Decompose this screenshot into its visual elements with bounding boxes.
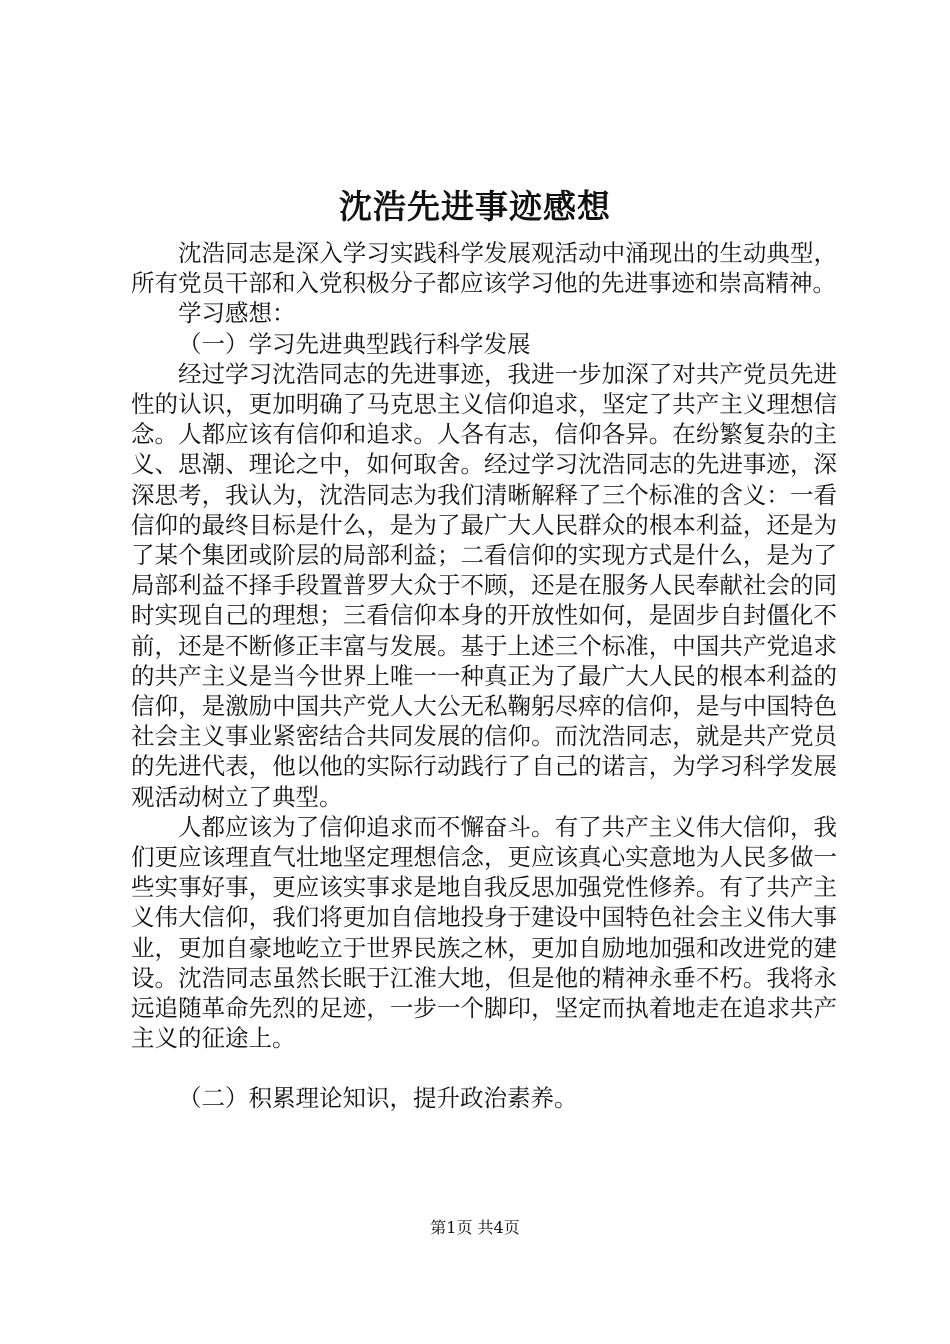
document-body	[131, 238, 837, 1114]
page-footer: 第1页 共4页	[430, 1218, 520, 1237]
section-heading-1: （一）学习先进典型践行科学发展	[178, 329, 531, 358]
section-label: 学习感想：	[178, 299, 296, 328]
section-heading-2: （二）积累理论知识，提升政治素养。	[178, 1084, 578, 1113]
body-paragraph: 经过学习沈浩同志的先进事迹，我进一步加深了对共产党员先进性的认识，更加明确了马克思主义信仰追求，坚定了共产主义理想信念。人都应该有信仰和追求。人各有志，信仰各异。在纷繁复杂的主义、思潮、理论之中，如何取舍。经过学习沈浩同志的先进事迹，深深思考，我认为，沈浩同志为我们清晰解释了三个标准的含义：一看信仰的最终目标是什么，是为了最广大人民群众的根本利益，还是为了某个集团或阶层的局部利益；二看信仰的实现方式是什么，是为了局部利益不择手段置普罗大众于不顾，还是在服务人民奉献社会的同时实现自己的理想；三看信仰本身的开放性如何，是固步自封僵化不前，还是不断修正丰富与发展。基于上述三个标准，中国共产党追求的共产主义是当今世界上唯一一种真正为了最广大人民的根本利益的信仰，是激励中国共产党人大公无私鞠躬尽瘁的信仰，是与中国特色社会主义事业紧密结合共同发展的信仰。而沈浩同志，就是共产党员的先进代表，他以他的实际行动践行了自己的诺言，为学习科学发展观活动树立了典型。	[131, 359, 837, 811]
body-paragraph: 人都应该为了信仰追求而不懈奋斗。有了共产主义伟大信仰，我们更应该理直气壮地坚定理想信念，更应该真心实意地为人民多做一些实事好事，更应该实事求是地自我反思加强党性修养。有了共产主义伟大信仰，我们将更加自信地投身于建设中国特色社会主义伟大事业，更加自豪地屹立于世界民族之林，更加自励地加强和改进党的建设。沈浩同志虽然长眠于江淮大地，但是他的精神永垂不朽。我将永远追随革命先烈的足迹，一步一个脚印，坚定而执着地走在追求共产主义的征途上。	[131, 812, 837, 1053]
intro-paragraph: 沈浩同志是深入学习实践科学发展观活动中涌现出的生动典型，所有党员干部和入党积极分子都应该学习他的先进事迹和崇高精神。	[131, 239, 837, 298]
page-title: 沈浩先进事迹感想	[339, 187, 611, 226]
